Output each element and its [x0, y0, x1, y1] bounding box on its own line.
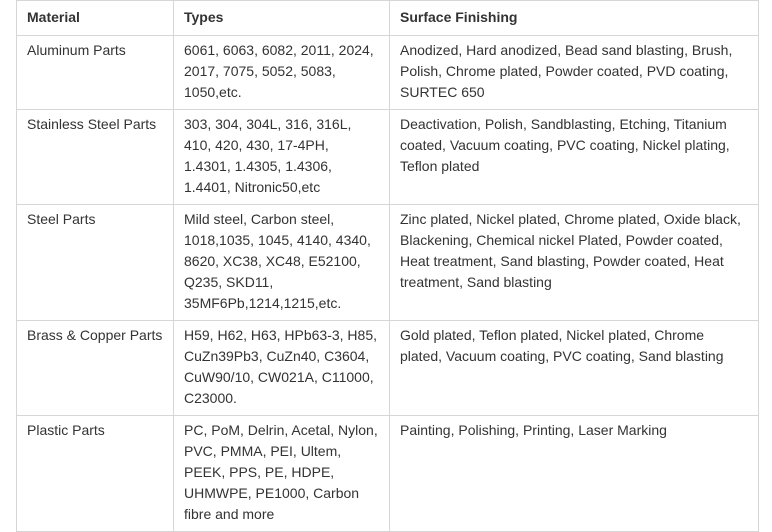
header-surface-finishing: Surface Finishing	[390, 1, 759, 36]
cell-material: Steel Parts	[17, 205, 174, 321]
cell-material: Stainless Steel Parts	[17, 110, 174, 205]
cell-types: 6061, 6063, 6082, 2011, 2024, 2017, 7075, 5052, 5083, 1050,etc.	[174, 36, 390, 110]
header-material: Material	[17, 1, 174, 36]
cell-types: Mild steel, Carbon steel, 1018,1035, 1045, 4140, 4340, 8620, XC38, XC48, E52100, Q235, SKD11, 35MF6Pb,1214,1215,etc.	[174, 205, 390, 321]
cell-material: Brass & Copper Parts	[17, 321, 174, 416]
cell-finishing: Deactivation, Polish, Sandblasting, Etching, Titanium coated, Vacuum coating, PVC coating, Nickel plating, Teflon plated	[390, 110, 759, 205]
table-row	[17, 321, 759, 416]
table-row	[17, 110, 759, 205]
materials-table	[16, 0, 759, 532]
cell-types: 303, 304, 304L, 316, 316L, 410, 420, 430, 17-4PH, 1.4301, 1.4305, 1.4306, 1.4401, Nitronic50,etc	[174, 110, 390, 205]
cell-finishing: Zinc plated, Nickel plated, Chrome plated, Oxide black, Blackening, Chemical nickel Plated, Powder coated, Heat treatment, Sand blasting, Powder coated, Heat treatment, Sand blasting	[390, 205, 759, 321]
table-row	[17, 36, 759, 110]
table-row	[17, 416, 759, 532]
cell-finishing: Painting, Polishing, Printing, Laser Marking	[390, 416, 759, 532]
header-types: Types	[174, 1, 390, 36]
cell-finishing: Anodized, Hard anodized, Bead sand blasting, Brush, Polish, Chrome plated, Powder coated, PVD coating, SURTEC 650	[390, 36, 759, 110]
table-row	[17, 205, 759, 321]
cell-material: Plastic Parts	[17, 416, 174, 532]
cell-material: Aluminum Parts	[17, 36, 174, 110]
table-body	[17, 36, 759, 532]
cell-finishing: Gold plated, Teflon plated, Nickel plated, Chrome plated, Vacuum coating, PVC coating, Sand blasting	[390, 321, 759, 416]
cell-types: H59, H62, H63, HPb63-3, H85, CuZn39Pb3, CuZn40, C3604, CuW90/10, CW021A, C11000, C23000.	[174, 321, 390, 416]
cell-types: PC, PoM, Delrin, Acetal, Nylon, PVC, PMMA, PEI, Ultem, PEEK, PPS, PE, HDPE, UHMWPE, PE1000, Carbon fibre and more	[174, 416, 390, 532]
table-header	[17, 1, 759, 36]
header-row	[17, 1, 759, 36]
